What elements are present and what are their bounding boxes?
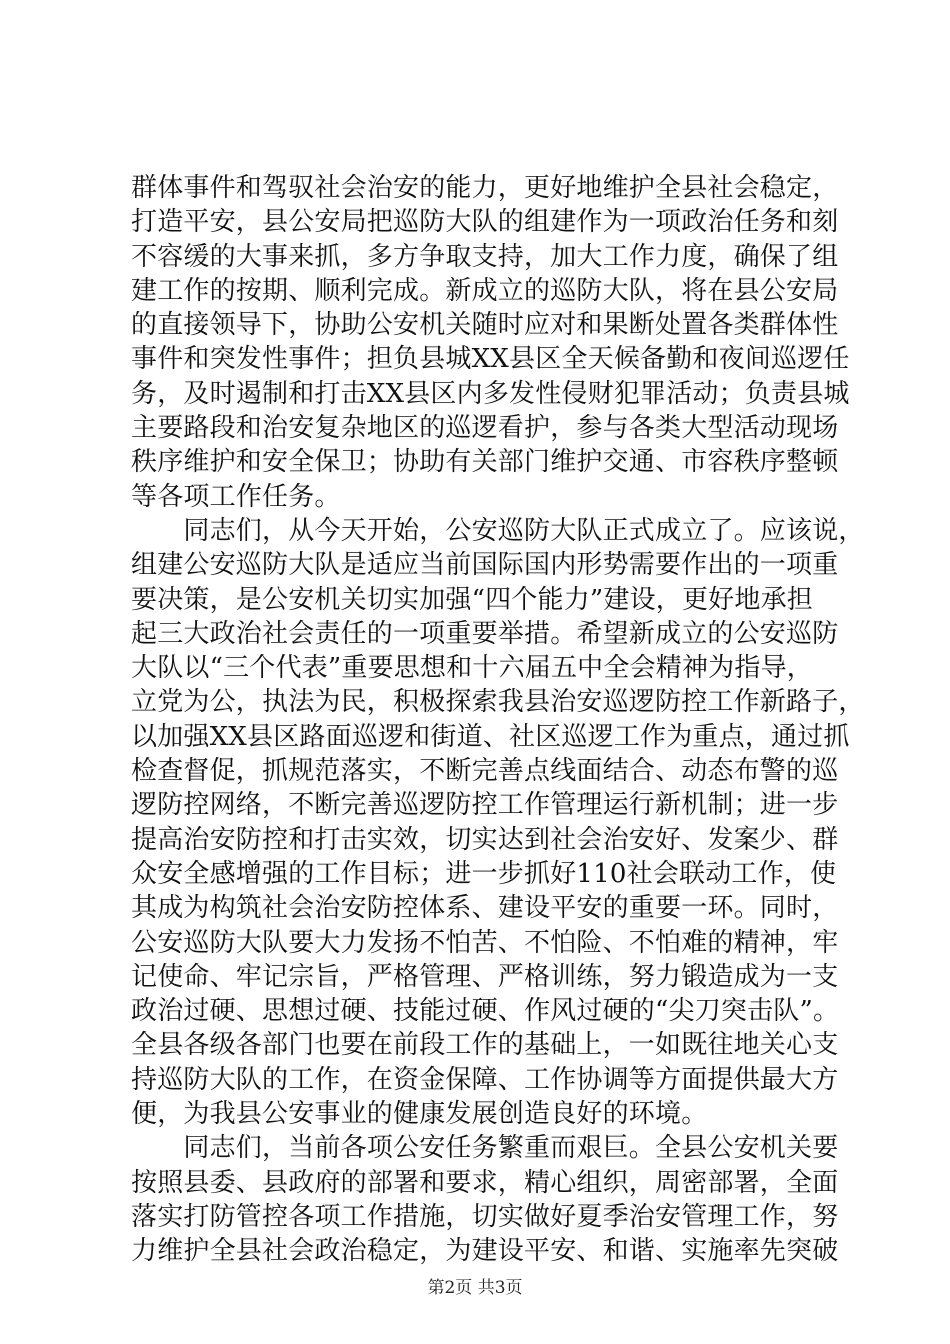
text-line: 按照县委、县政府的部署和要求，精心组织，周密部署，全面 xyxy=(131,1167,839,1198)
text-line: 不容缓的大事来抓，多方争取支持，加大工作力度，确保了组 xyxy=(131,241,839,272)
text-line: 众安全感增强的工作目标；进一步抓好110社会联动工作，使 xyxy=(131,858,837,889)
text-line: 落实打防管控各项工作措施，切实做好夏季治安管理工作，努 xyxy=(131,1201,839,1232)
text-line: 大队以“三个代表”重要思想和十六届五中全会精神为指导， xyxy=(131,653,813,684)
text-line: 公安巡防大队要大力发扬不怕苦、不怕险、不怕难的精神，牢 xyxy=(131,927,839,958)
text-line: 检查督促，抓规范落实，不断完善点线面结合、动态布警的巡 xyxy=(131,756,839,787)
text-line: 打造平安，县公安局把巡防大队的组建作为一项政治任务和刻 xyxy=(131,207,839,238)
text-line: 政治过硬、思想过硬、技能过硬、作风过硬的“尖刀突击队”。 xyxy=(131,996,840,1027)
body-text xyxy=(131,171,865,1269)
text-line: 逻防控网络，不断完善巡逻防控工作管理运行新机制；进一步 xyxy=(131,790,839,821)
text-line: 务，及时遏制和打击XX县区内多发性侵财犯罪活动；负责县城 xyxy=(131,378,850,409)
text-line: 等各项工作任务。 xyxy=(131,481,341,512)
text-line: 的直接领导下，协助公安机关随时应对和果断处置各类群体性 xyxy=(131,310,839,341)
text-line: 以加强XX县区路面巡逻和街道、社区巡逻工作为重点，通过抓 xyxy=(131,721,850,752)
text-line: 要决策，是公安机关切实加强“四个能力”建设，更好地承担 xyxy=(131,584,813,615)
text-line: 其成为构筑社会治安防控体系、建设平安的重要一环。同时， xyxy=(131,893,839,924)
text-line: 便，为我县公安事业的健康发展创造良好的环境。 xyxy=(131,1099,708,1130)
text-line: 秩序维护和安全保卫；协助有关部门维护交通、市容秩序整顿 xyxy=(131,447,839,478)
text-line: 同志们，当前各项公安任务繁重而艰巨。全县公安机关要 xyxy=(131,1133,839,1164)
text-line: 起三大政治社会责任的一项重要举措。希望新成立的公安巡防 xyxy=(131,618,839,649)
text-line: 全县各级各部门也要在前段工作的基础上，一如既往地关心支 xyxy=(131,1030,839,1061)
text-line: 持巡防大队的工作，在资金保障、工作协调等方面提供最大方 xyxy=(131,1064,839,1095)
page-footer: 第2页 共3页 xyxy=(427,1278,523,1298)
text-line: 群体事件和驾驭社会治安的能力，更好地维护全县社会稳定， xyxy=(131,173,839,203)
text-line: 事件和突发性事件；担负县城XX县区全天候备勤和夜间巡逻任 xyxy=(131,344,850,375)
text-line: 建工作的按期、顺利完成。新成立的巡防大队，将在县公安局 xyxy=(131,275,839,306)
text-line: 主要路段和治安复杂地区的巡逻看护，参与各类大型活动现场 xyxy=(131,413,839,444)
text-line: 记使命、牢记宗旨，严格管理、严格训练，努力锻造成为一支 xyxy=(131,961,839,992)
text-line: 提高治安防控和打击实效，切实达到社会治安好、发案少、群 xyxy=(131,824,839,855)
text-line: 同志们，从今天开始，公安巡防大队正式成立了。应该说， xyxy=(131,515,865,546)
text-line: 力维护全县社会政治稳定，为建设平安、和谐、实施率先突破 xyxy=(131,1236,839,1267)
text-line: 立党为公，执法为民，积极探索我县治安巡逻防控工作新路子， xyxy=(131,687,865,718)
text-line: 组建公安巡防大队是适应当前国际国内形势需要作出的一项重 xyxy=(131,550,839,581)
